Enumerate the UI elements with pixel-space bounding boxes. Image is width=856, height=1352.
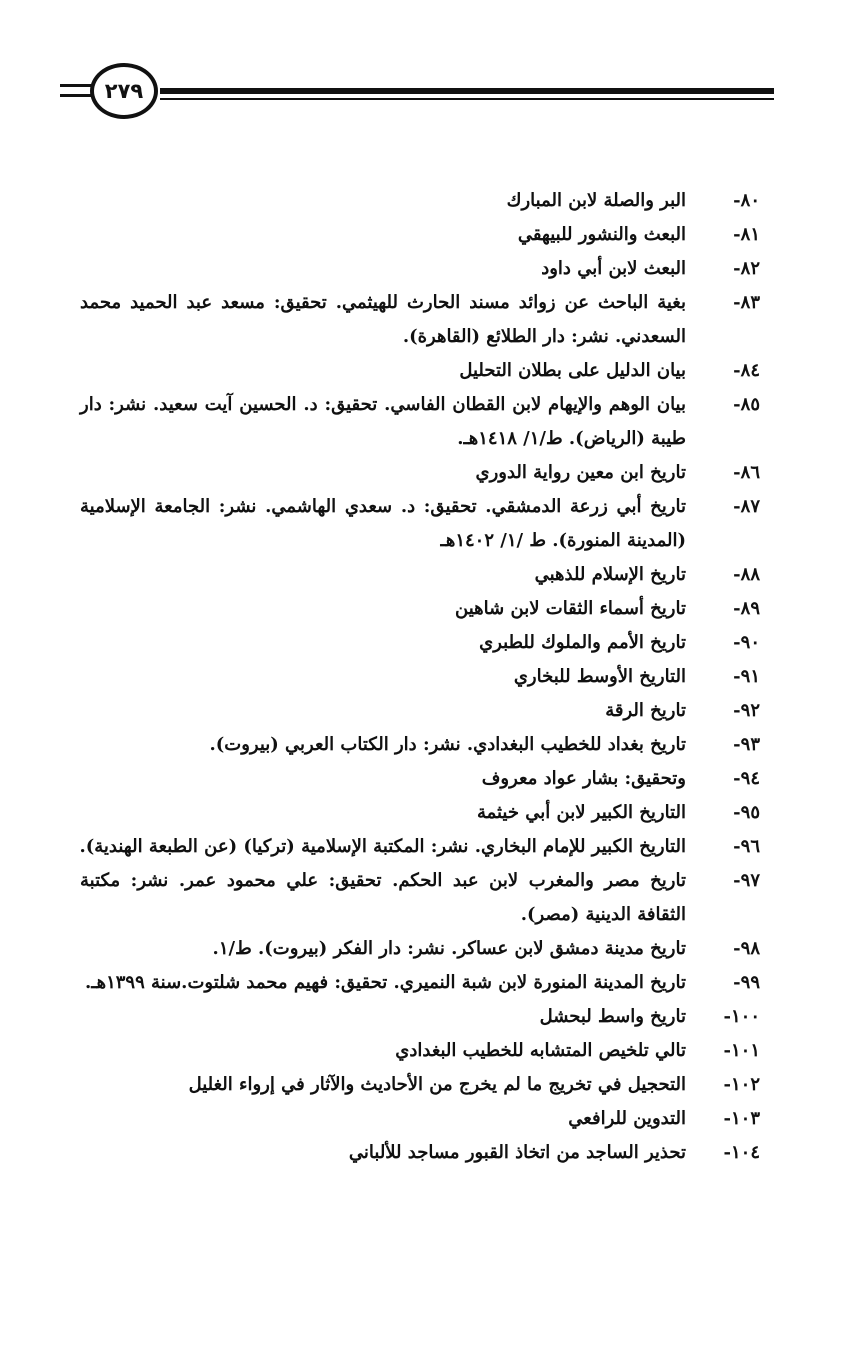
- entry-number: ٨٧-: [733, 496, 760, 517]
- entry-text: التاريخ الكبير لابن أبي خيثمة: [476, 802, 686, 823]
- page-number: ٢٧٩: [104, 78, 144, 103]
- list-item: [80, 456, 760, 490]
- list-item: [80, 1000, 760, 1034]
- list-item: [80, 626, 760, 660]
- list-item: [80, 762, 760, 796]
- list-item: [80, 694, 760, 728]
- list-item: [80, 796, 760, 830]
- list-item: [80, 1136, 760, 1170]
- entry-text: تاريخ الرقة: [605, 700, 686, 721]
- entry-number: ٩٥-: [733, 802, 760, 823]
- header-rule-thin: [160, 98, 774, 100]
- list-item: [80, 966, 760, 1000]
- entry-number: ٨٦-: [733, 462, 760, 483]
- list-item: [80, 1034, 760, 1068]
- entry-number: ٩٨-: [733, 938, 760, 959]
- list-item: [80, 864, 760, 932]
- entry-text: تاريخ المدينة المنورة لابن شبة النميري. تحقيق: فهيم محمد شلتوت.سنة ١٣٩٩هـ.: [85, 972, 686, 993]
- list-item: [80, 388, 760, 456]
- entry-number: ٨٩-: [733, 598, 760, 619]
- entry-text: التدوين للرافعي: [568, 1108, 686, 1129]
- list-item: [80, 592, 760, 626]
- entry-text: تاريخ الإسلام للذهبي: [534, 564, 686, 585]
- entry-text: تاريخ واسط لبحشل: [539, 1006, 686, 1027]
- entry-number: ٨٤-: [733, 360, 760, 381]
- list-item: [80, 184, 760, 218]
- entry-number: ١٠٢-: [723, 1074, 760, 1095]
- entry-text: البعث والنشور للبيهقي: [517, 224, 686, 245]
- entry-number: ٨٥-: [733, 394, 760, 415]
- entry-number: ٩٣-: [733, 734, 760, 755]
- list-item: [80, 354, 760, 388]
- list-item: [80, 1102, 760, 1136]
- list-item: [80, 558, 760, 592]
- list-item: [80, 728, 760, 762]
- list-item: [80, 830, 760, 864]
- entry-text: التاريخ الكبير للإمام البخاري. نشر: المكتبة الإسلامية (تركيا) (عن الطبعة الهندية).: [79, 836, 686, 857]
- entry-number: ٩٧-: [733, 870, 760, 891]
- entry-number: ٨٠-: [733, 190, 760, 211]
- entry-text: تاريخ أسماء الثقات لابن شاهين: [455, 598, 686, 619]
- entry-number: ١٠٤-: [723, 1142, 760, 1163]
- list-item: [80, 490, 760, 558]
- page-number-badge: [90, 63, 158, 119]
- entry-text: تاريخ ابن معين رواية الدوري: [475, 462, 686, 483]
- entry-number: ٨٣-: [733, 292, 760, 313]
- entry-text: بيان الدليل على بطلان التحليل: [459, 360, 686, 381]
- entry-text: تحذير الساجد من اتخاذ القبور مساجد للألباني: [348, 1142, 686, 1163]
- entry-number: ١٠١-: [723, 1040, 760, 1061]
- entry-text: التحجيل في تخريج ما لم يخرج من الأحاديث والآثار في إرواء الغليل: [188, 1074, 686, 1095]
- entry-text: تالي تلخيص المتشابه للخطيب البغدادي: [395, 1040, 686, 1061]
- page-header: [0, 0, 856, 140]
- header-rule-thick: [160, 88, 774, 94]
- entry-text: بيان الوهم والإيهام لابن القطان الفاسي. تحقيق: د. الحسين آيت سعيد. نشر: دار طيبة (الرياض). ط/١/ ١٤١٨هـ.: [80, 394, 686, 449]
- entry-text: تاريخ مصر والمغرب لابن عبد الحكم. تحقيق: علي محمود عمر. نشر: مكتبة الثقافة الدينية (مصر).: [80, 870, 686, 925]
- entry-number: ١٠٠-: [723, 1006, 760, 1027]
- entry-text: التاريخ الأوسط للبخاري: [513, 666, 686, 687]
- entry-number: ٩٩-: [733, 972, 760, 993]
- entry-text: تاريخ أبي زرعة الدمشقي. تحقيق: د. سعدي الهاشمي. نشر: الجامعة الإسلامية (المدينة المنورة). ط /١/ ١٤٠٢هـ: [80, 496, 686, 551]
- entry-text: تاريخ بغداد للخطيب البغدادي. نشر: دار الكتاب العربي (بيروت).: [209, 734, 686, 755]
- list-item: [80, 932, 760, 966]
- list-item: [80, 218, 760, 252]
- entry-number: ٨١-: [733, 224, 760, 245]
- entry-number: ٩٢-: [733, 700, 760, 721]
- entry-number: ٨٨-: [733, 564, 760, 585]
- bibliography-list: [80, 184, 760, 1170]
- entry-text: بغية الباحث عن زوائد مسند الحارث للهيثمي. تحقيق: مسعد عبد الحميد محمد السعدني. نشر: دار الطلائع (القاهرة).: [80, 292, 686, 347]
- entry-number: ١٠٣-: [723, 1108, 760, 1129]
- entry-number: ٩٠-: [733, 632, 760, 653]
- list-item: [80, 660, 760, 694]
- entry-text: تاريخ الأمم والملوك للطبري: [479, 632, 686, 653]
- list-item: [80, 286, 760, 354]
- entry-text: البعث لابن أبي داود: [541, 258, 686, 279]
- entry-number: ٨٢-: [733, 258, 760, 279]
- entry-number: ٩٦-: [733, 836, 760, 857]
- entry-text: البر والصلة لابن المبارك: [506, 190, 686, 211]
- entry-text: وتحقيق: بشار عواد معروف: [481, 768, 686, 789]
- entry-text: تاريخ مدينة دمشق لابن عساكر. نشر: دار الفكر (بيروت). ط/١.: [212, 938, 686, 959]
- list-item: [80, 252, 760, 286]
- list-item: [80, 1068, 760, 1102]
- entry-number: ٩٤-: [733, 768, 760, 789]
- entry-number: ٩١-: [733, 666, 760, 687]
